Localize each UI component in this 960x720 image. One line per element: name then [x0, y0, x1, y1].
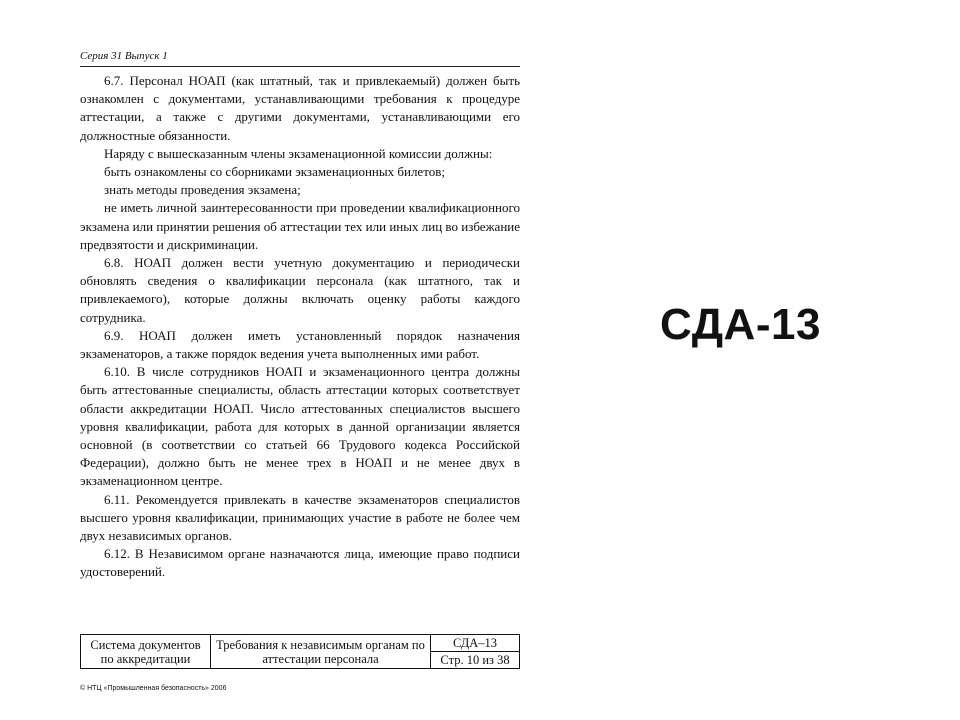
series-label: Серия 31 Выпуск 1 [80, 50, 168, 62]
footer-doc-code: СДА–13 [431, 635, 520, 652]
footer-doc-system: Система документов по аккредитации [81, 635, 211, 669]
paragraph: Наряду с вышесказанным члены экзаменационной комиссии должны: [104, 145, 493, 161]
footer-doc-title: Требования к независимым органам по аттестации персонала [211, 635, 431, 669]
footer-table [80, 634, 520, 669]
paragraph: быть ознакомлены со сборниками экзаменационных билетов; [104, 164, 445, 180]
paragraph: 6.8. НОАП должен вести учетную документацию и периодически обновлять сведения о квалификации персонала (как штатного, так и привлекаемого), которые должны включать оценку работы каждого сотрудника. [80, 255, 520, 325]
paragraph: не иметь личной заинтересованности при проведении квалификационного экзамена или принятии решения об аттестации тех или иных лиц во избежание предвзятости и дискриминации. [80, 200, 520, 252]
document-code-title: СДА-13 [660, 300, 821, 349]
paragraph: 6.9. НОАП должен иметь установленный порядок назначения экзаменаторов, а также порядок ведения учета выполненных ими работ. [80, 327, 520, 362]
paragraph: 6.7. Персонал НОАП (как штатный, так и привлекаемый) должен быть ознакомлен с документами, устанавливающими требования к процедуре аттестации, а также с другими документами, устанавливающими его должностные обязанности. [80, 73, 520, 143]
copyright-notice: © НТЦ «Промышленная безопасность» 2006 [80, 685, 227, 692]
document-body [80, 72, 520, 582]
paragraph: 6.12. В Независимом органе назначаются лица, имеющие право подписи удостоверений. [80, 546, 520, 580]
paragraph: 6.11. Рекомендуется привлекать в качестве экзаменаторов специалистов высшего уровня квалификации, принимающих участие в работе не более чем двух независимых органов. [80, 491, 520, 544]
page-header [80, 50, 520, 67]
paragraph: знать методы проведения экзамена; [104, 182, 301, 198]
paragraph: 6.10. В числе сотрудников НОАП и экзаменационного центра должны быть аттестованные специалисты, область аттестации которых соответствует области аккредитации НОАП. Число аттестованных специалистов высшего уровня квалификации, работа для которых в данной организации является основной (в соответствии со статьей 66 Трудового кодекса Российской Федерации), должно быть не менее трех в НОАП и не менее двух в экзаменационном центре. [80, 364, 520, 489]
footer-page-number: Стр. 10 из 38 [431, 652, 520, 669]
